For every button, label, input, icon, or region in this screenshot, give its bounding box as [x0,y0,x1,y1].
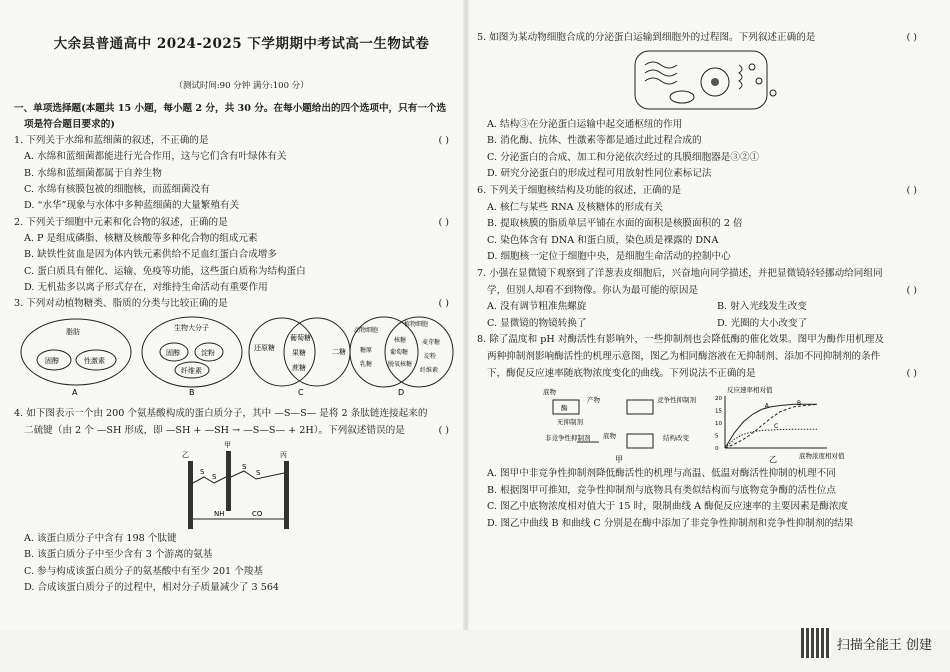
q4-protein-figure [14,439,469,531]
q8-stem-3: 下，酶促反应速率随底物浓度变化的曲线。下列说法不正确的是 ( ) [487,367,917,379]
y-tick-label: 5 [715,433,719,440]
chain-yi [188,461,193,529]
svg-text:无抑制剂: 无抑制剂 [557,418,583,427]
series-line-C [725,429,817,448]
venn-d-c2: 葡萄糖 [390,349,409,357]
venn-b-in1: 固醇 [166,349,180,358]
er-structure [645,62,677,84]
venn-b-outer: 生物大分子 [174,324,209,333]
venn-c-mid2: 果糖 [292,349,306,358]
q6-option-a: A. 核仁与某些 RNA 及核糖体的形成有关 [487,201,663,213]
q2-option-d: D. 无机盐多以离子形式存在，对维持生命活动有重要作用 [24,281,268,293]
svg-text:酶: 酶 [561,404,568,413]
chart-ylabel: 反应速率相对值 [727,386,773,395]
q5-option-c: C. 分泌蛋白的合成、加工和分泌依次经过的具膜细胞器是③②① [487,151,760,163]
y-tick-label: 0 [715,446,719,453]
q4-option-b: B. 该蛋白质分子中至少含有 3 个游离的氨基 [24,549,213,561]
q2-option-c: C. 蛋白质具有催化、运输、免疫等功能，这些蛋白质称为结构蛋白 [24,265,306,277]
q8-figures [477,382,937,466]
venn-c [249,318,350,397]
svg-text:底物: 底物 [543,388,556,397]
venn-d-l1: 糖原 [360,347,373,355]
svg-text:竞争性抑制剂: 竞争性抑制剂 [657,396,696,405]
chain-bing [284,461,289,529]
chart-xlabel: 底物浓度相对值 [799,452,845,461]
section-heading: 一、单项选择题(本题共 15 小题，每小题 2 分，共 30 分。在每小题给出的四个选项中，只有一个选 [14,102,447,114]
q7-options-cd: C. 显微镜的物镜转换了 D. 光圈的大小改变了 [487,317,808,329]
exam-title: 大余县普通高中 2024-2025 下学期期中考试高一生物试卷 [53,36,430,52]
q3-stem: 3. 下列对动植物糖类、脂质的分类与比较正确的是 ( ) [14,298,449,310]
venn-b [142,317,242,397]
venn-c-left: 还原糖 [254,344,275,353]
q6-option-d: D. 细胞核一定位于细胞中央，是细胞生命活动的控制中心 [487,251,731,263]
chain-label-jia: 甲 [224,441,231,450]
y-tick-label: 20 [715,396,722,403]
q4-stem: 4. 如下图表示一个由 200 个氨基酸构成的蛋白质分子，其中 —S—S— 是将 2 条肽链连接起来的 [14,408,428,420]
q1-option-d: D. “水华”现象与水体中多种蓝细菌的大量繁殖有关 [24,200,240,212]
q4-option-c: C. 参与构成该蛋白质分子的氨基酸中有至少 201 个羧基 [24,565,263,577]
series-line-B [725,404,817,448]
q8-option-a: A. 图甲中非竞争性抑制剂降低酶活性的机理与高温、低温对酶活性抑制的机理不同 [487,468,836,480]
mitochondrion [670,91,694,103]
chain-jia [226,451,231,511]
venn-d-c1: 核糖 [394,337,407,345]
venn-a-in2: 性激素 [84,357,105,366]
venn-c-mid3: 蔗糖 [292,364,306,373]
q1-stem: 1. 下列关于水绵和蓝细菌的叙述，不正确的是 ( ) [14,135,449,147]
nucleolus [711,78,719,86]
q6-option-c: C. 染色体含有 DNA 和蛋白质，染色质是裸露的 DNA [487,234,719,246]
q7-stem: 7. 小强在显微镜下观察到了洋葱表皮细胞后，兴奋地向同学描述，并把显微镜轻轻挪动给同组同 [477,267,883,279]
svg-text:结构改变: 结构改变 [663,434,689,443]
scanner-watermark [801,628,932,658]
y-tick-label: 15 [715,408,722,415]
enzyme-mechanism-diagram [543,387,697,464]
vesicle [749,64,755,70]
q5-cell-figure [477,47,937,117]
right-column [477,30,937,532]
chart-yi-label: 乙 [769,455,777,465]
venn-d [350,317,453,397]
q6-stem: 6. 下列关于细胞核结构及功能的叙述，正确的是 ( ) [477,184,917,196]
q5-option-b: B. 消化酶、抗体、性激素等都是通过此过程合成的 [487,135,702,147]
venn-c-right: 二糖 [332,348,346,357]
venn-b-in2: 淀粉 [201,349,215,358]
venn-a-in1: 固醇 [45,357,59,366]
svg-text:S: S [212,473,217,482]
venn-a-outer: 脂肪 [66,328,80,337]
q4-option-a: A. 该蛋白质分子中含有 198 个肽键 [24,533,177,545]
venn-a-label: A [72,388,78,398]
svg-text:底物: 底物 [603,432,616,441]
svg-text:S: S [200,468,205,477]
vesicle [770,90,776,96]
venn-d-c3: 脱氧核糖 [388,361,413,369]
q5-option-a: A. 结构③在分泌蛋白运输中起交通枢纽的作用 [487,118,683,130]
series-label-A: A [764,402,769,410]
q3-venn-figure [14,312,469,398]
svg-text:S: S [242,463,247,472]
golgi [739,65,742,89]
q1-option-c: C. 水绵有核膜包被的细胞核，而蓝细菌没有 [24,184,210,196]
q8-option-c: C. 图乙中底物浓度相对值大于 15 时，限制曲线 A 酶促反应速率的主要因素是酶浓度 [487,501,849,513]
q2-option-a: A. P 是组成磷脂、核糖及核酸等多种化合物的组成元素 [24,232,258,244]
q5-option-d: D. 研究分泌蛋白的形成过程可用放射性同位素标记法 [487,168,712,180]
venn-c-label: C [298,388,304,398]
q8-stem: 8. 除了温度和 pH 对酶活性有影响外，一些抑制剂也会降低酶的催化效果。图甲为酶作用机理及 [477,334,884,346]
section-heading-cont: 项是符合题目要求的) [24,118,115,130]
svg-text:非竞争性抑制剂: 非竞争性抑制剂 [545,434,591,443]
vesicle [756,78,762,84]
q4-option-d: D. 合成该蛋白质分子的过程中，相对分子质量减少了 3 564 [24,581,280,593]
q4-stem-cont: 二硫键（由 2 个 —SH 形成，即 —SH + —SH → —S—S— + 2H）。下列叙述错误的是 ( ) [24,424,449,436]
q1-option-a: A. 水绵和蓝细菌都能进行光合作用，这与它们含有叶绿体有关 [24,151,287,163]
venn-a [21,319,131,397]
venn-d-r2: 淀粉 [424,353,437,361]
q5-stem: 5. 如图为某动物细胞合成的分泌蛋白运输到细胞外的过程图。下列叙述正确的是 ( ) [477,32,917,43]
q6-option-b: B. 提取核膜的脂质单层平铺在水面的面积是核膜面积的 2 倍 [487,218,743,230]
y-tick-label: 10 [715,421,722,428]
venn-d-l2: 乳糖 [360,361,373,369]
svg-text:产物: 产物 [587,396,600,405]
svg-text:甲: 甲 [615,455,623,465]
svg-text:S: S [256,469,261,478]
q7-stem-cont: 学，但别人却看不到物像。你认为最可能的原因是 ( ) [487,284,917,296]
disulfide-bond-1 [193,477,226,483]
reaction-rate-chart [715,385,845,464]
qr-code-icon [801,628,831,658]
label-co: CO [252,510,263,519]
q8-option-d: D. 图乙中曲线 B 和曲线 C 分别是在酶中添加了非竞争性抑制剂和竞争性抑制剂的结果 [487,517,854,529]
q1-option-b: B. 水绵和蓝细菌都属于自养生物 [24,167,162,179]
left-column [14,30,469,596]
venn-b-label: B [189,388,195,398]
exam-subtitle: （测试时间:90 分钟 满分:100 分） [174,81,309,92]
venn-c-mid1: 葡萄糖 [290,334,311,343]
label-nh: NH [214,510,225,519]
q2-option-b: B. 缺铁性贫血是因为体内铁元素供给不足血红蛋白合成增多 [24,249,277,261]
chain-label-bing: 丙 [280,451,287,460]
series-label-C: C [774,423,779,431]
q2-stem: 2. 下列关于细胞中元素和化合物的叙述，正确的是 ( ) [14,216,449,228]
series-label-B: B [797,399,802,407]
q8-stem-2: 两种抑制剂影响酶活性的机理示意图，图乙为相同酶溶液在无抑制剂、添加不同抑制剂的条件 [487,350,881,362]
q7-options-ab: A. 没有调节粗准焦螺旋 B. 射入光线发生改变 [487,301,807,313]
venn-d-left-title: 动物细胞 [354,327,379,335]
venn-d-right-title: 植物细胞 [404,321,429,329]
venn-d-r1: 麦芽糖 [422,339,441,347]
venn-d-r3: 纤维素 [420,367,439,375]
q8-option-b: B. 根据图甲可推知，竞争性抑制剂与底物具有类似结构而与底物竞争酶的活性位点 [487,484,836,496]
venn-b-in3: 纤维素 [181,367,202,376]
scanner-brand: 扫描全能王 创建 [836,637,932,653]
chain-label-yi: 乙 [182,451,189,460]
venn-d-label: D [398,388,405,398]
